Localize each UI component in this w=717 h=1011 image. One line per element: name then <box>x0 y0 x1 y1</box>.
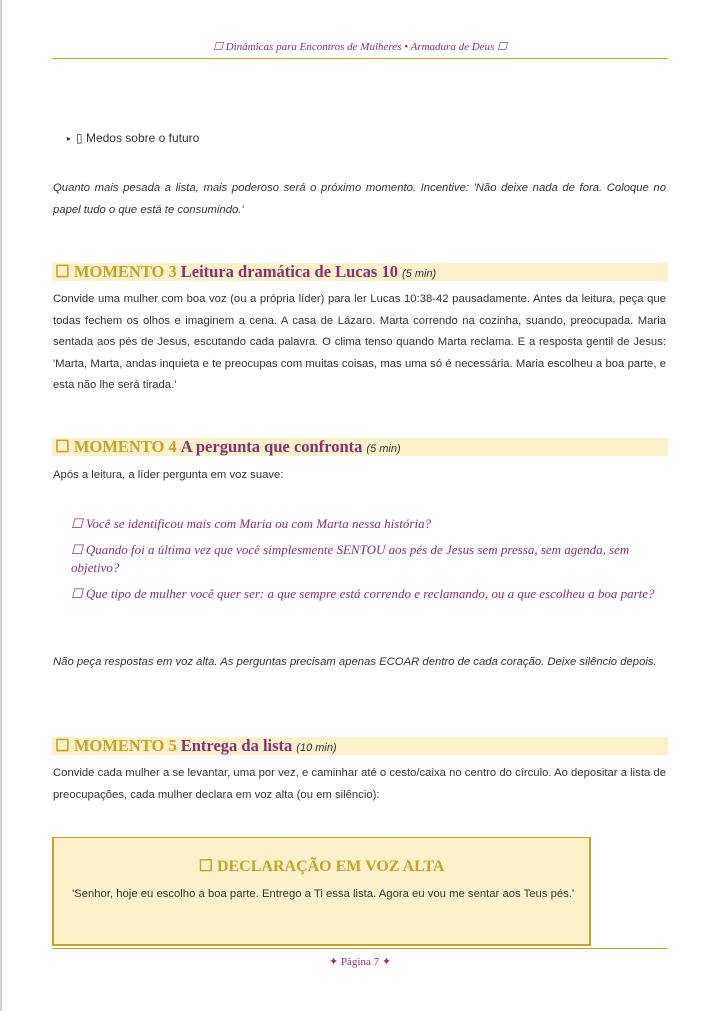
declaration-title: ☐ DECLARAÇÃO EM VOZ ALTA <box>198 858 445 875</box>
moment-duration: (5 min) <box>366 443 401 455</box>
moment-5-body: Convide cada mulher a se levantar, uma por vez, e caminhar até o cesto/caixa no centro do círculo. Ao depositar a lista de preocupações, cada mulher declara em voz alta (ou em silêncio): <box>53 767 666 801</box>
header-rule <box>52 58 668 59</box>
moment-number: ☐ MOMENTO 4 <box>55 437 177 456</box>
list-item-text: ▯ Medos sobre o futuro <box>76 131 200 145</box>
footer-rule <box>52 948 668 949</box>
declaration-text: 'Senhor, hoje eu escolho a boa parte. Entrego a Ti essa lista. Agora eu vou me sentar aos Teus pés.' <box>72 888 575 900</box>
page-number: ✦ Página 7 ✦ <box>328 956 392 968</box>
declaration-box <box>52 837 591 946</box>
question-item: ☐ Que tipo de mulher você quer ser: a que sempre está correndo e reclamando, ou a que escolheu a boa parte? <box>71 585 655 601</box>
intro-note: Quanto mais pesada a lista, mais poderoso será o próximo momento. Incentive: 'Não deixe nada de fora. Coloque no papel tudo o que está te consumindo.' <box>53 182 666 216</box>
moment-duration: (10 min) <box>296 742 337 754</box>
question-item: ☐ Quando foi a última vez que você simplesmente SENTOU aos pés de Jesus sem pressa, sem agenda, sem objetivo? <box>71 541 630 575</box>
moment-title: Entrega da lista <box>180 736 293 755</box>
running-header: ☐ Dinâmicas para Encontros de Mulheres • Armadura de Deus ☐ <box>213 41 507 53</box>
moment-title: Leitura dramática de Lucas 10 <box>180 262 398 281</box>
moment-4-note: Não peça respostas em voz alta. As perguntas precisam apenas ECOAR dentro de cada coração. Deixe silêncio depois. <box>53 656 657 668</box>
moment-4-heading <box>52 438 668 456</box>
moment-number: ☐ MOMENTO 3 <box>55 262 177 281</box>
moment-5-heading <box>52 737 668 755</box>
reflection-questions <box>71 515 667 610</box>
moment-3-heading <box>52 263 668 281</box>
list-item <box>67 131 199 145</box>
question-item: ☐ Você se identificou mais com Maria ou com Marta nessa história? <box>71 516 432 531</box>
moment-3-body: Convide uma mulher com boa voz (ou a própria líder) para ler Lucas 10:38-42 pausadamente. Antes da leitura, peça que todas fechem os olhos e imaginem a cena. A casa de Lázaro. Marta correndo na cozinha, suando, preocupada. Maria sentada aos pés de Jesus, escutando cada palavra. O clima tenso quando Marta reclama. E a resposta gentil de Jesus: 'Marta, Marta, andas inquieta e te preocupas com muitas coisas, mas uma só é necessária. Maria escolheu a boa parte, e esta não lhe será tirada.' <box>53 293 666 391</box>
moment-4-body: Após a leitura, a líder pergunta em voz suave: <box>53 469 284 481</box>
moment-number: ☐ MOMENTO 5 <box>55 736 177 755</box>
page-edge <box>0 0 2 1011</box>
moment-title: A pergunta que confronta <box>180 437 363 456</box>
bullet-triangle-icon: ▸ <box>67 134 72 143</box>
moment-duration: (5 min) <box>401 268 437 280</box>
